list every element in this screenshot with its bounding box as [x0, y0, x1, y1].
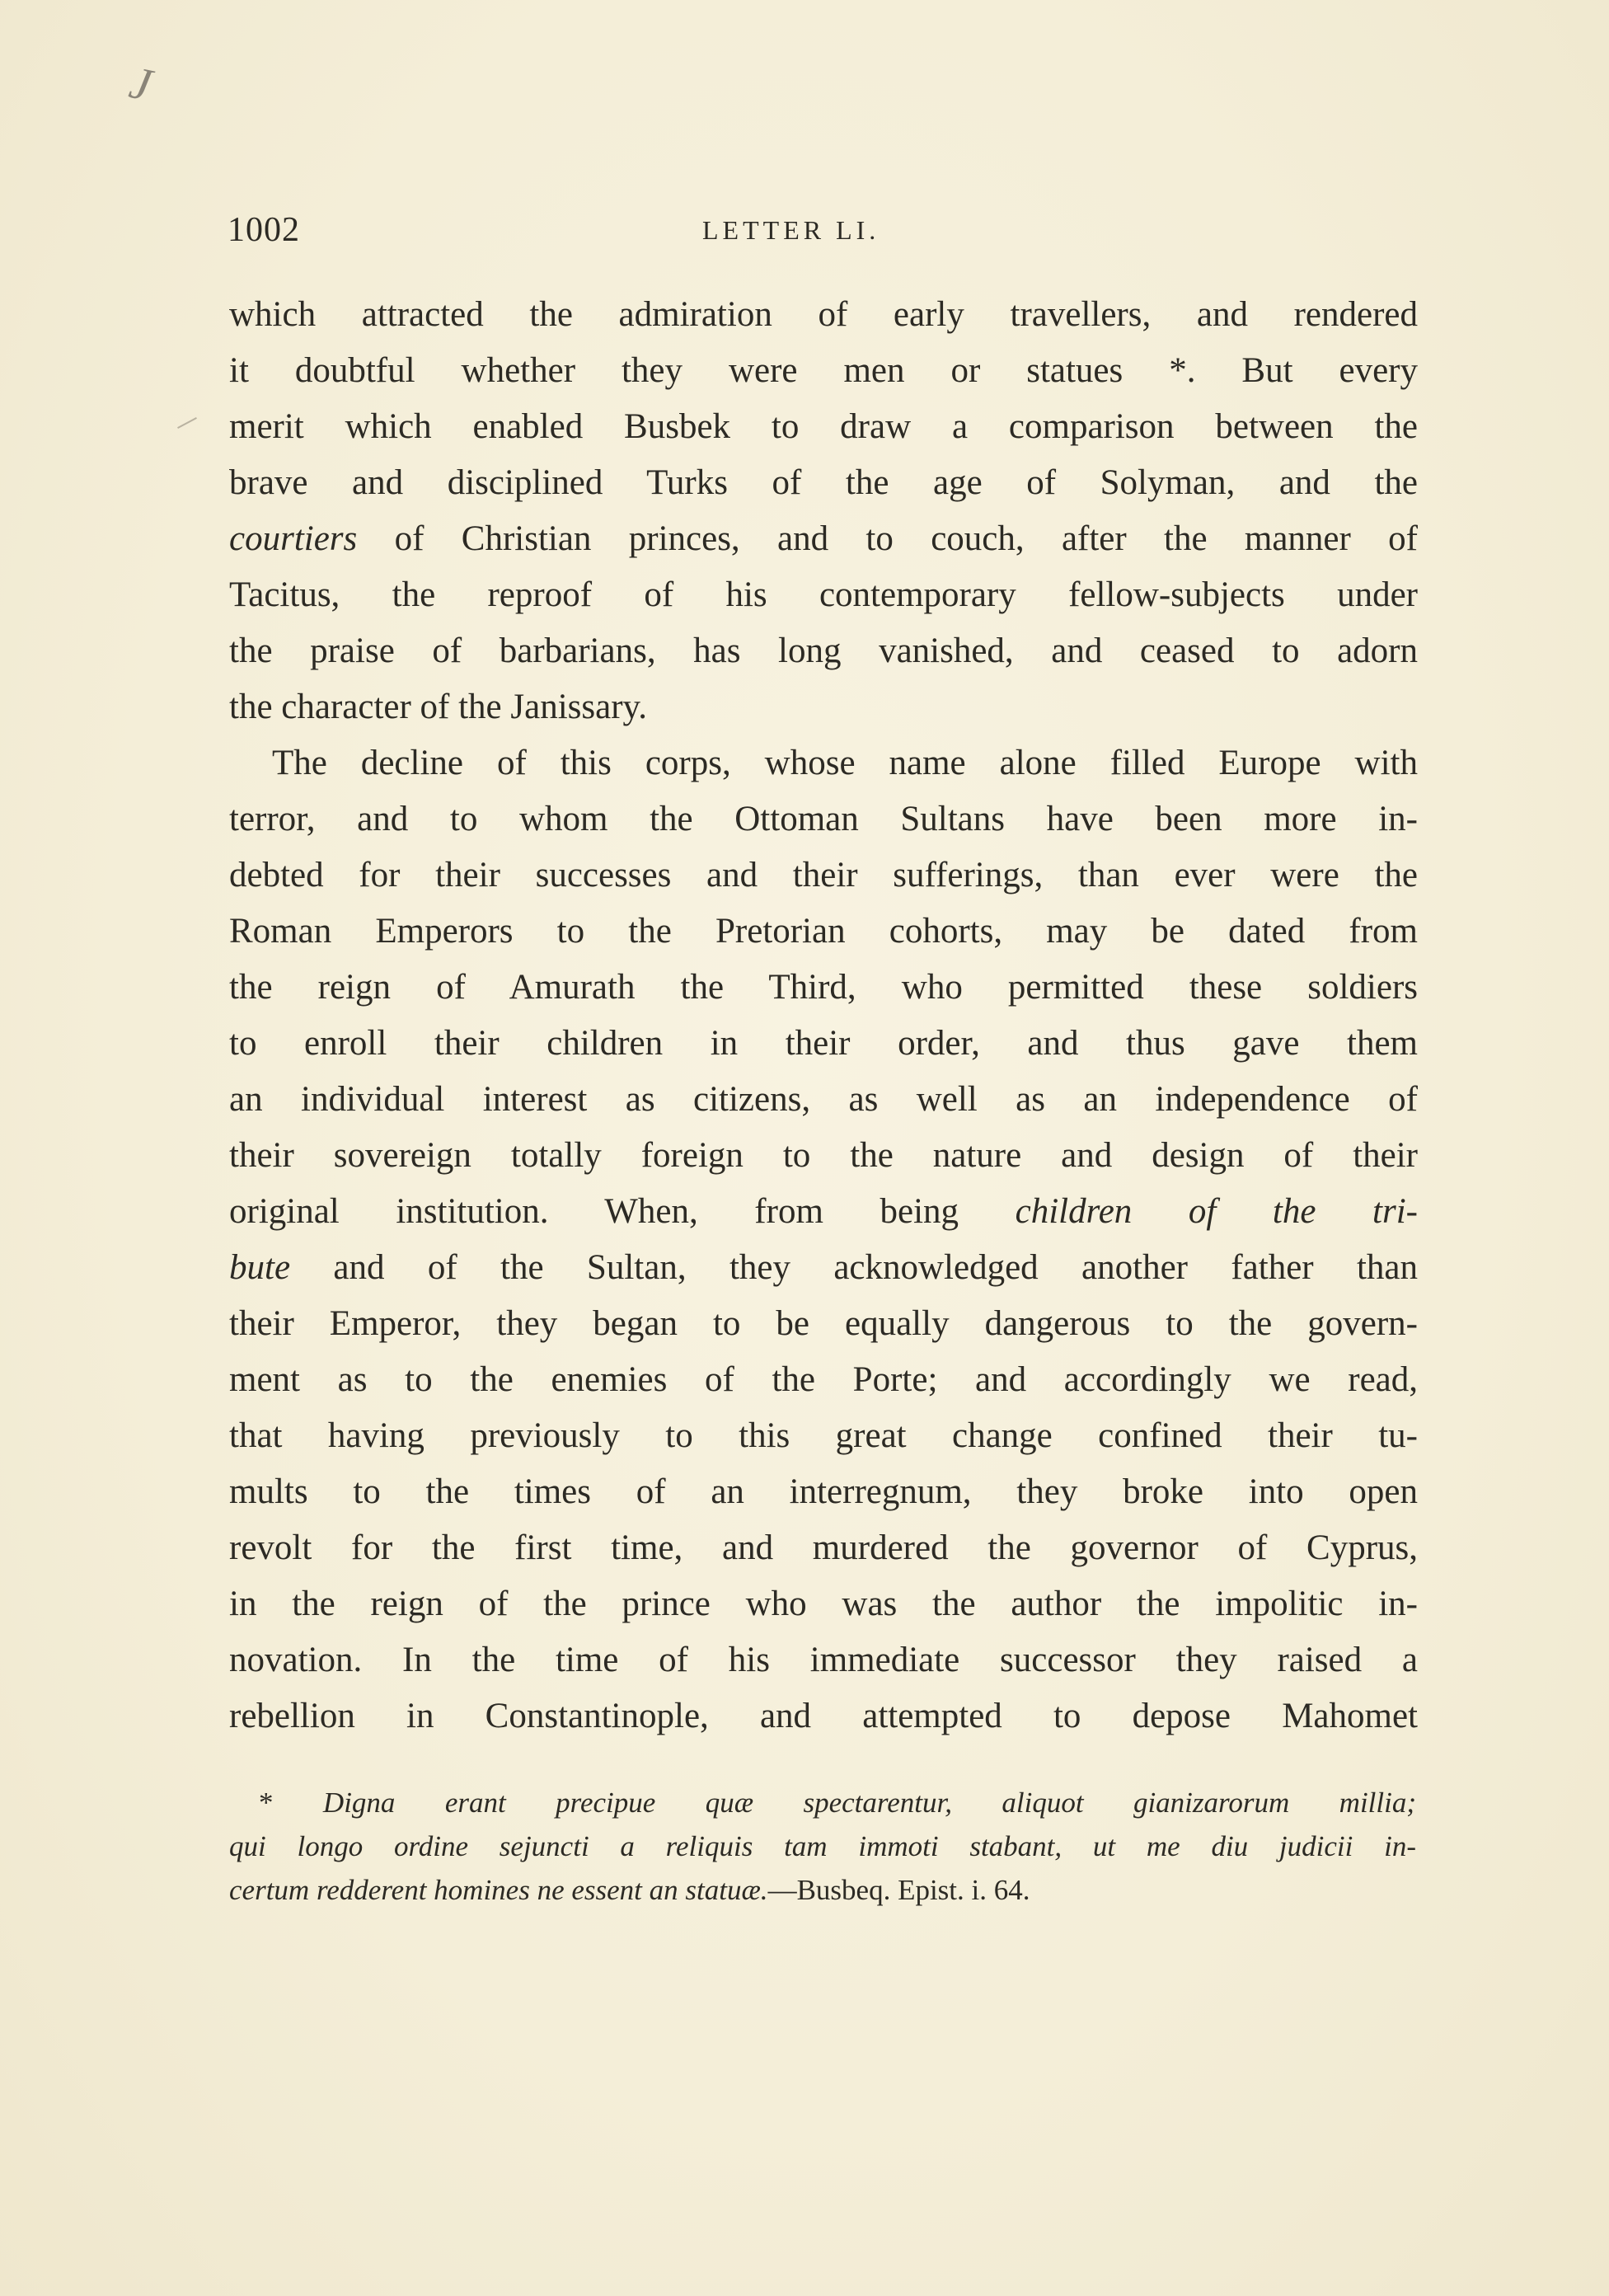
page-header	[228, 210, 1419, 260]
text-run: original institution. When, from being	[229, 1192, 1016, 1231]
text-line: terror, and to whom the Ottoman Sultans have been more in-	[229, 800, 1418, 838]
text-line: an individual interest as citizens, as well as an independence of	[229, 1080, 1418, 1119]
text-line	[229, 1184, 1418, 1240]
text-line: Tacitus, the reproof of his contemporary fellow-subjects under	[229, 575, 1418, 614]
text-line: Roman Emperors to the Pretorian cohorts, may be dated from	[229, 912, 1418, 951]
footnote-line	[229, 1781, 1416, 1824]
footnote-line	[229, 1824, 1416, 1868]
text-line: mults to the times of an interregnum, they broke into open	[229, 1472, 1418, 1511]
italic-term: bute	[229, 1248, 291, 1287]
footnote-marker: *	[259, 1787, 323, 1819]
footnote-quote: Digna erant precipue quæ spectarentur, aliquot gianizarorum millia;	[322, 1787, 1416, 1819]
running-head: LETTER LI.	[702, 215, 880, 245]
pencil-mark: J	[124, 57, 157, 111]
text-line: it doubtful whether they were men or statues *. But every	[229, 351, 1418, 390]
footnote-citation: —Busbeq. Epist. i. 64.	[767, 1874, 1030, 1906]
text-line: their sovereign totally foreign to the nature and design of their	[229, 1136, 1418, 1175]
text-line: merit which enabled Busbek to draw a comparison between the	[229, 407, 1418, 446]
text-line: to enroll their children in their order, and thus gave them	[229, 1024, 1418, 1063]
text-line: the reign of Amurath the Third, who permitted these soldiers	[229, 968, 1418, 1007]
text-line: in the reign of the prince who was the author the impolitic in-	[229, 1585, 1418, 1623]
text-line: debted for their successes and their sufferings, than ever were the	[229, 856, 1418, 894]
text-line: the praise of barbarians, has long vanished, and ceased to adorn	[229, 632, 1418, 670]
text-line	[229, 511, 1418, 567]
text-line: rebellion in Constantinople, and attempted to depose Mahomet	[229, 1697, 1418, 1735]
italic-term: courtiers	[229, 519, 358, 558]
footnote-quote: qui longo ordine sejuncti a reliquis tam immoti stabant, ut me diu judicii in-	[229, 1830, 1416, 1862]
text-line: which attracted the admiration of early travellers, and rendered	[229, 295, 1418, 334]
body-text	[229, 287, 1418, 1744]
text-run: of Christian princes, and to couch, after the manner of	[357, 519, 1418, 558]
text-line: brave and disciplined Turks of the age of Solyman, and the	[229, 463, 1418, 502]
paragraph-start: The decline of this corps, whose name alone filled Europe with	[272, 744, 1418, 782]
italic-term: children of the tri-	[1015, 1192, 1418, 1231]
text-run: and of the Sultan, they acknowledged another father than	[290, 1248, 1418, 1287]
footnote-line	[229, 1868, 1416, 1912]
text-line	[229, 1240, 1418, 1296]
text-line: the character of the Janissary.	[229, 688, 647, 726]
text-line: their Emperor, they began to be equally dangerous to the govern-	[229, 1304, 1418, 1343]
footnote-quote: certum redderent homines ne essent an statuæ.	[229, 1874, 768, 1906]
text-line: revolt for the first time, and murdered the governor of Cyprus,	[229, 1528, 1418, 1567]
page-number: 1002	[228, 211, 300, 249]
text-line: novation. In the time of his immediate successor they raised a	[229, 1641, 1418, 1679]
text-line: that having previously to this great change confined their tu-	[229, 1416, 1418, 1455]
footnote	[229, 1781, 1416, 1912]
margin-mark	[177, 417, 197, 429]
text-line: ment as to the enemies of the Porte; and accordingly we read,	[229, 1360, 1418, 1399]
